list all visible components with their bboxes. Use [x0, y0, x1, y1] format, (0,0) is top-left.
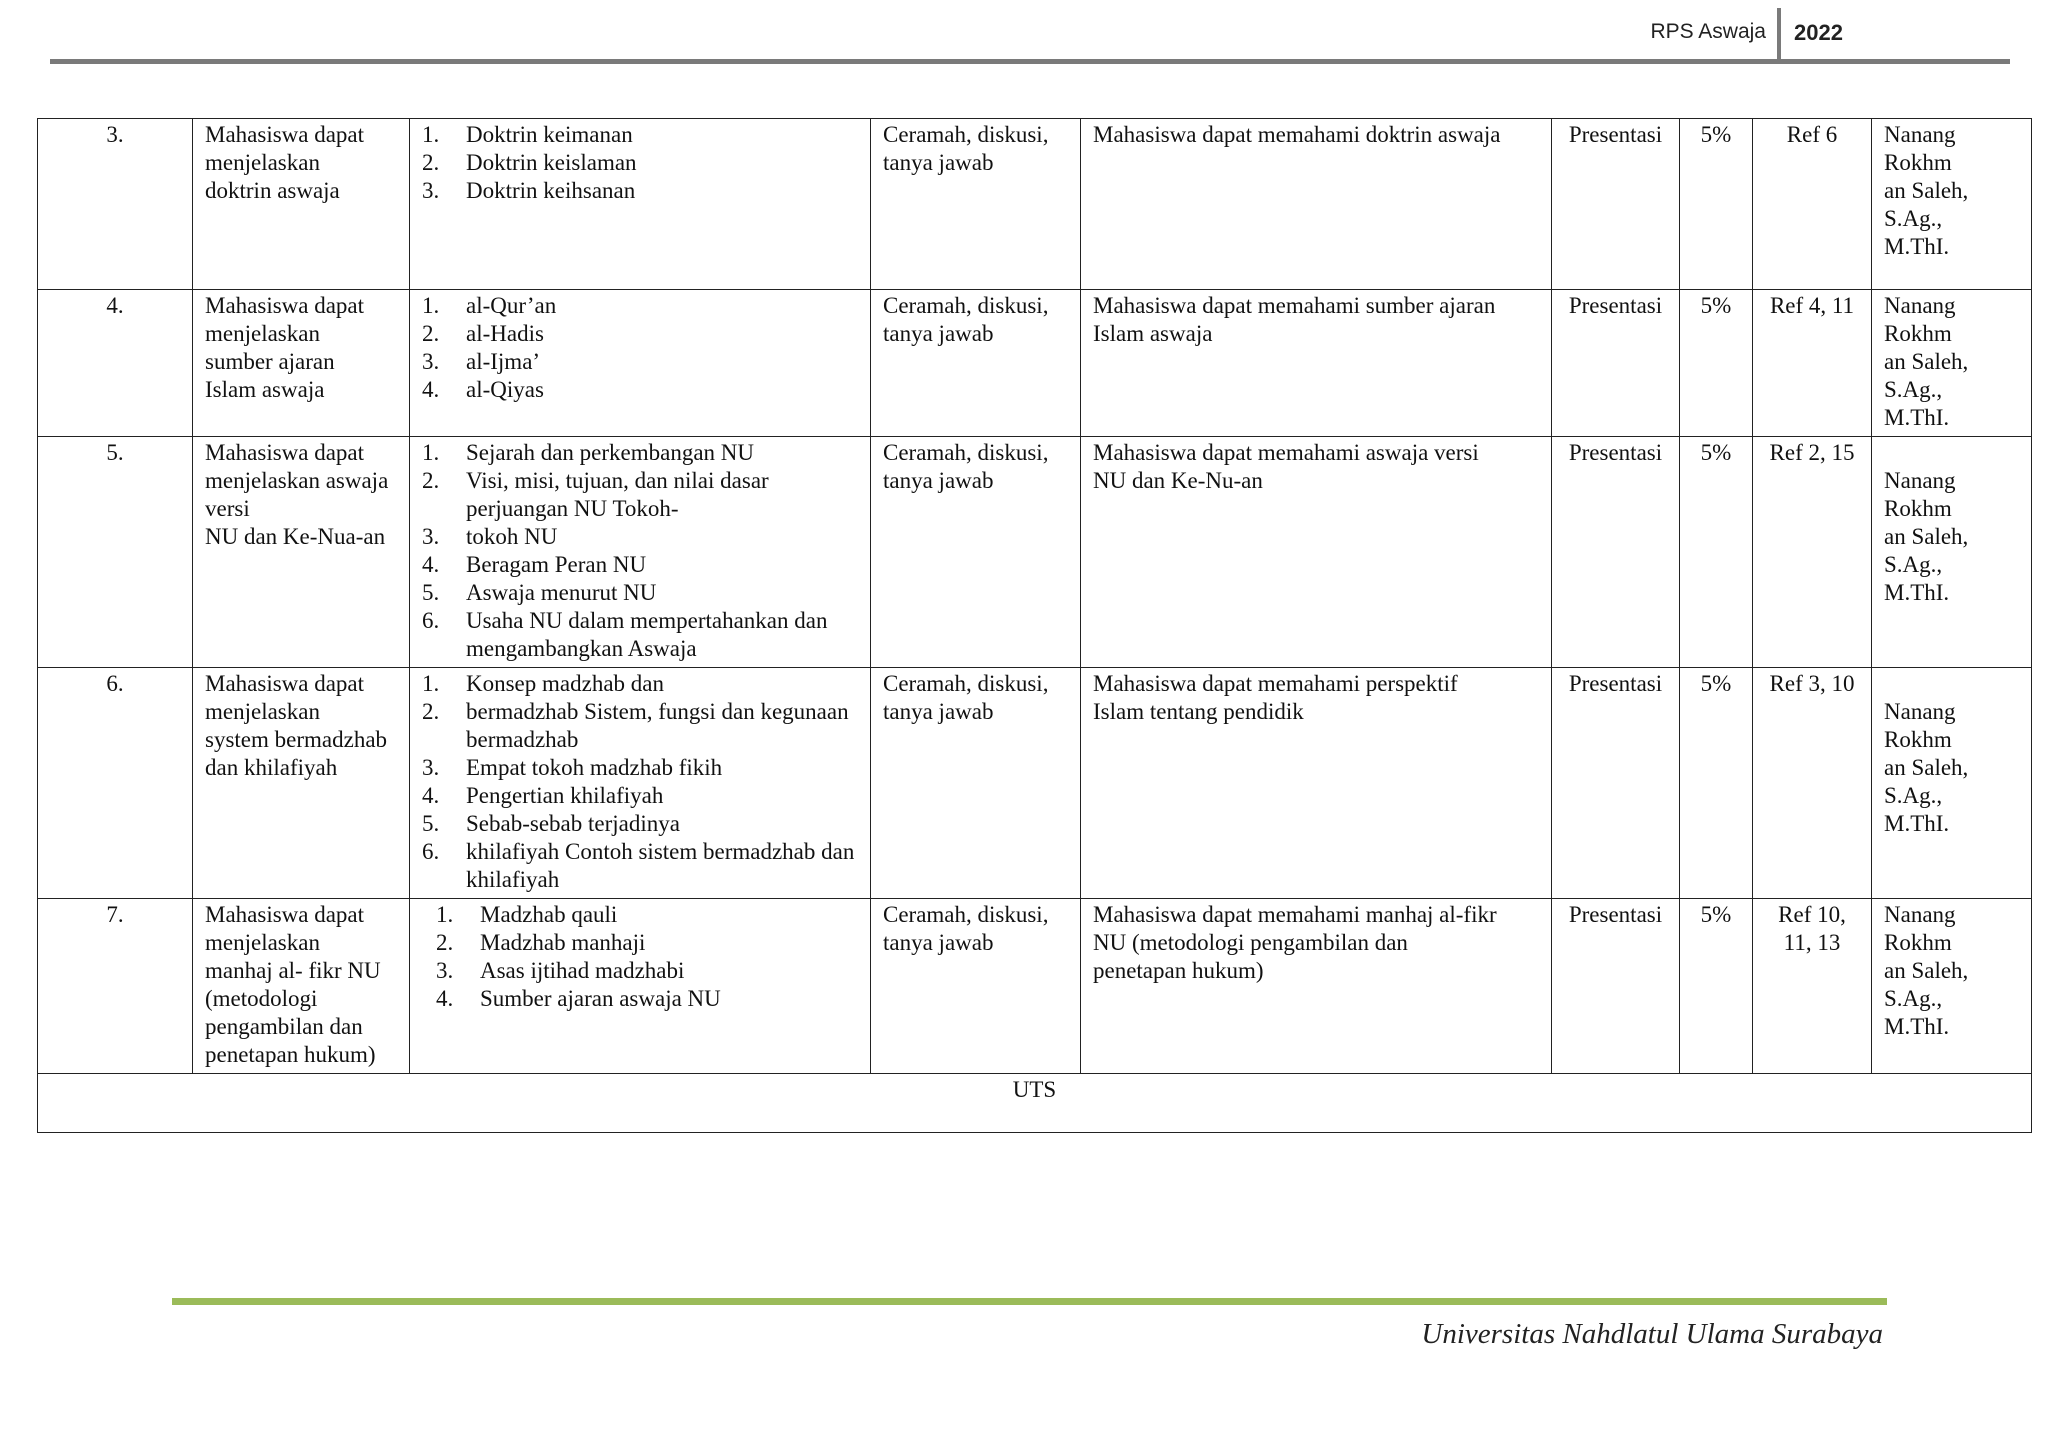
assessment-cell: Presentasi	[1552, 290, 1680, 437]
materials-list	[422, 439, 858, 663]
assessment-cell: Presentasi	[1552, 437, 1680, 668]
reference-cell: Ref 6	[1753, 119, 1872, 290]
document-title: RPS Aswaja	[1650, 20, 1766, 43]
list-item: 4. al-Qiyas	[422, 377, 544, 402]
materials-cell	[410, 668, 871, 899]
list-item: 1. Doktrin keimanan	[422, 122, 633, 147]
indicator-cell: Mahasiswa dapat memahami perspektif Islam tentang pendidik	[1081, 668, 1552, 899]
weight-cell: 5%	[1680, 668, 1753, 899]
uts-label: UTS	[38, 1074, 2032, 1133]
reference-cell: Ref 3, 10	[1753, 668, 1872, 899]
weight-cell: 5%	[1680, 290, 1753, 437]
capability-cell: Mahasiswa dapat menjelaskan manhaj al- fikr NU (metodologi pengambilan dan penetapan hukum)	[193, 899, 410, 1074]
capability-cell: Mahasiswa dapat menjelaskan system bermadzhab dan khilafiyah	[193, 668, 410, 899]
list-item: 1. al-Qur’an	[422, 293, 557, 318]
reference-cell: Ref 2, 15	[1753, 437, 1872, 668]
assessment-cell: Presentasi	[1552, 119, 1680, 290]
week-number: 6.	[38, 668, 193, 899]
indicator-cell: Mahasiswa dapat memahami manhaj al-fikr NU (metodologi pengambilan dan penetapan hukum)	[1081, 899, 1552, 1074]
table-row	[38, 668, 2032, 899]
uts-row	[38, 1074, 2032, 1133]
capability-cell: Mahasiswa dapat menjelaskan sumber ajaran Islam aswaja	[193, 290, 410, 437]
lecturer-cell: Nanang Rokhm an Saleh, S.Ag., M.ThI.	[1872, 119, 2032, 290]
list-item: 2. al-Hadis	[422, 321, 544, 346]
method-cell: Ceramah, diskusi, tanya jawab	[871, 119, 1081, 290]
page-header	[0, 0, 2048, 70]
list-item: 3. al-Ijma’	[422, 349, 541, 374]
header-rule	[50, 59, 2010, 64]
materials-cell	[410, 290, 871, 437]
capability-cell: Mahasiswa dapat menjelaskan doktrin aswaja	[193, 119, 410, 290]
method-cell: Ceramah, diskusi, tanya jawab	[871, 899, 1081, 1074]
assessment-cell: Presentasi	[1552, 668, 1680, 899]
lecturer-cell: Nanang Rokhm an Saleh, S.Ag., M.ThI.	[1872, 437, 2032, 668]
list-item: 3. Doktrin keihsanan	[422, 178, 636, 203]
list-item: 5. Sebab-sebab terjadinya	[422, 811, 680, 836]
weight-cell: 5%	[1680, 119, 1753, 290]
table-row	[38, 290, 2032, 437]
materials-cell	[410, 437, 871, 668]
list-item: 6. khilafiyah Contoh sistem bermadzhab dan khilafiyah	[422, 839, 855, 892]
indicator-cell: Mahasiswa dapat memahami aswaja versi NU dan Ke-Nu-an	[1081, 437, 1552, 668]
header-divider	[1777, 8, 1781, 60]
week-number: 5.	[38, 437, 193, 668]
lecturer-cell: Nanang Rokhm an Saleh, S.Ag., M.ThI.	[1872, 668, 2032, 899]
list-item: 2. Visi, misi, tujuan, dan nilai dasar perjuangan NU Tokoh-	[422, 468, 769, 521]
footer-rule	[172, 1298, 1887, 1305]
list-item: 2. bermadzhab Sistem, fungsi dan kegunaan bermadzhab	[422, 699, 849, 752]
week-number: 3.	[38, 119, 193, 290]
list-item: 4. Beragam Peran NU	[422, 552, 647, 577]
table-row	[38, 437, 2032, 668]
list-item: 3. Empat tokoh madzhab fikih	[422, 755, 723, 780]
materials-list	[422, 901, 858, 1013]
week-number: 7.	[38, 899, 193, 1074]
list-item: 4. Sumber ajaran aswaja NU	[436, 986, 721, 1011]
method-cell: Ceramah, diskusi, tanya jawab	[871, 668, 1081, 899]
indicator-cell: Mahasiswa dapat memahami doktrin aswaja	[1081, 119, 1552, 290]
list-item: 2. Madzhab manhaji	[436, 930, 646, 955]
materials-list	[422, 670, 858, 894]
indicator-cell: Mahasiswa dapat memahami sumber ajaran Islam aswaja	[1081, 290, 1552, 437]
list-item: 6. Usaha NU dalam mempertahankan dan mengambangkan Aswaja	[422, 608, 828, 661]
list-item: 1. Madzhab qauli	[436, 902, 618, 927]
materials-cell	[410, 119, 871, 290]
list-item: 4. Pengertian khilafiyah	[422, 783, 664, 808]
lecturer-cell: Nanang Rokhm an Saleh, S.Ag., M.ThI.	[1872, 290, 2032, 437]
list-item: 3. tokoh NU	[422, 524, 558, 549]
list-item: 1. Sejarah dan perkembangan NU	[422, 440, 755, 465]
document-year: 2022	[1794, 20, 1843, 45]
method-cell: Ceramah, diskusi, tanya jawab	[871, 437, 1081, 668]
weight-cell: 5%	[1680, 899, 1753, 1074]
weight-cell: 5%	[1680, 437, 1753, 668]
week-number: 4.	[38, 290, 193, 437]
list-item: 5. Aswaja menurut NU	[422, 580, 657, 605]
list-item: 3. Asas ijtihad madzhabi	[436, 958, 685, 983]
materials-cell	[410, 899, 871, 1074]
materials-list	[422, 292, 858, 404]
assessment-cell: Presentasi	[1552, 899, 1680, 1074]
list-item: 2. Doktrin keislaman	[422, 150, 637, 175]
table-row	[38, 899, 2032, 1074]
lecturer-cell: Nanang Rokhm an Saleh, S.Ag., M.ThI.	[1872, 899, 2032, 1074]
table-row	[38, 119, 2032, 290]
footer-university: Universitas Nahdlatul Ulama Surabaya	[1421, 1318, 1883, 1350]
reference-cell: Ref 10, 11, 13	[1753, 899, 1872, 1074]
capability-cell: Mahasiswa dapat menjelaskan aswaja versi NU dan Ke-Nua-an	[193, 437, 410, 668]
rps-table	[37, 118, 2032, 1133]
materials-list	[422, 121, 858, 205]
list-item: 1. Konsep madzhab dan	[422, 671, 664, 696]
method-cell: Ceramah, diskusi, tanya jawab	[871, 290, 1081, 437]
reference-cell: Ref 4, 11	[1753, 290, 1872, 437]
